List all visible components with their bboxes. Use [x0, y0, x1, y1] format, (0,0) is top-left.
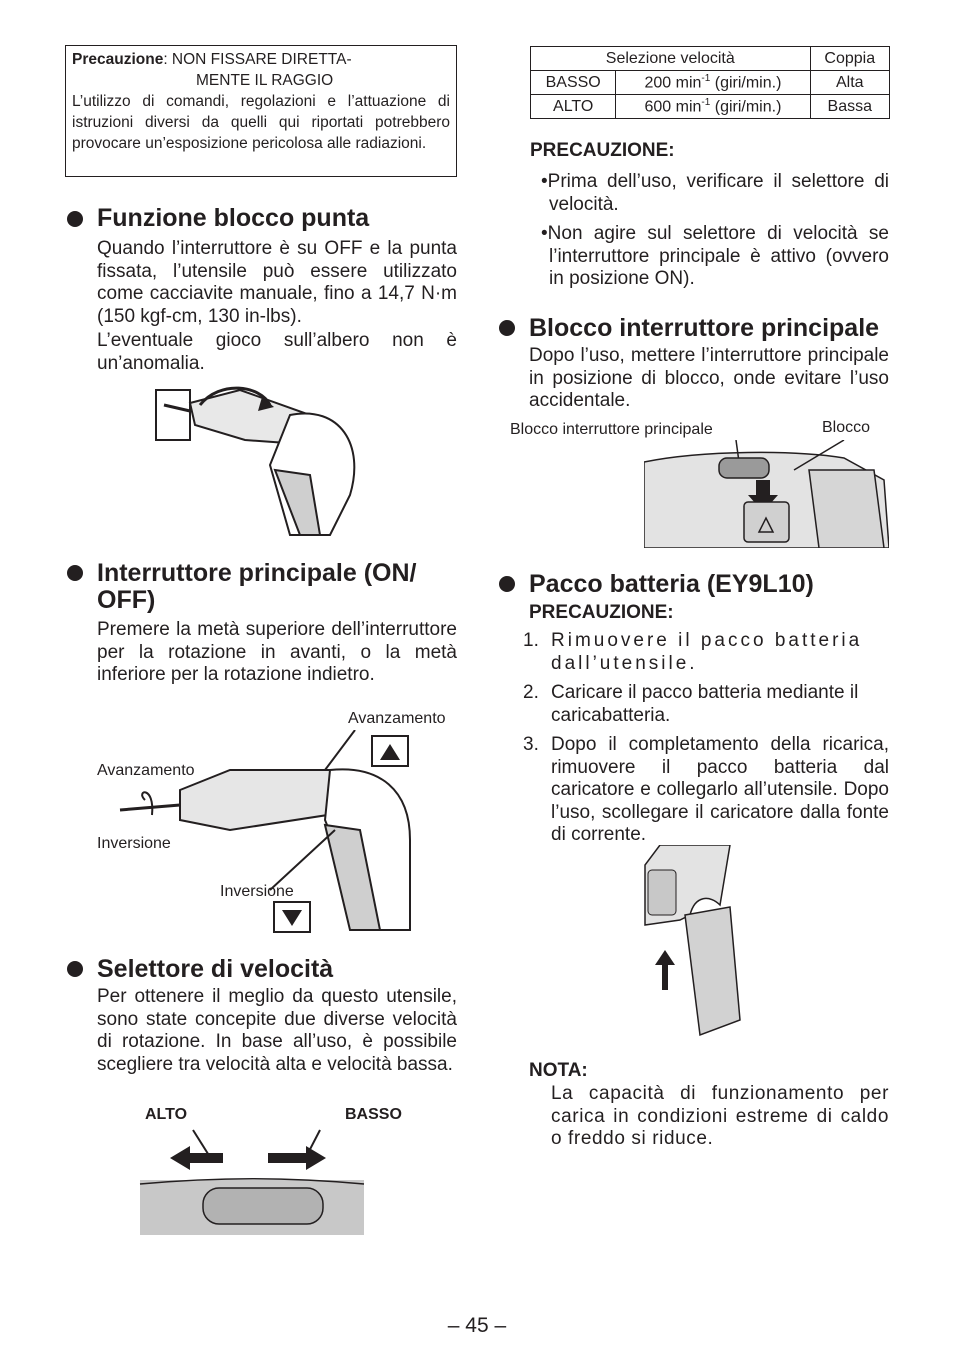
- heading-blocco-punta: Funzione blocco punta: [97, 204, 370, 232]
- heading-interruttore-1: Interruttore principale (ON/: [97, 559, 417, 587]
- forward-reverse-illustration: [110, 730, 430, 940]
- nota-heading: NOTA:: [529, 1060, 588, 1081]
- caution-label: Precauzione: [72, 51, 164, 68]
- heading-blocco-interruttore: Blocco interruttore principale: [529, 314, 880, 342]
- label-blocco: Blocco: [822, 419, 871, 436]
- blocco-punta-p2: L’eventuale gioco sull’albero non è un’anomalia.: [97, 330, 457, 374]
- table-header-selezione: Selezione velocità: [531, 47, 811, 71]
- section-bullet: [499, 320, 515, 336]
- heading-interruttore-2: OFF): [97, 586, 156, 614]
- list-item: 2. Caricare il pacco batteria mediante il caricabatteria.: [523, 682, 859, 726]
- table-header-coppia: Coppia: [810, 47, 889, 71]
- label-blocco-interruttore: Blocco interruttore principale: [510, 421, 713, 438]
- blocco-punta-p1: Quando l’interruttore è su OFF e la punta fissata, l’utensile può essere utilizzato come cacciavite manuale, fino a 14,7 N·m (150 kgf-cm, 130 in-lbs).: [97, 238, 457, 327]
- heading-batteria: Pacco batteria (EY9L10): [529, 570, 814, 598]
- caution-title-2: MENTE IL RAGGIO: [196, 72, 334, 89]
- precauzione-sel-heading: PRECAUZIONE:: [530, 140, 675, 161]
- section-bullet: [67, 565, 83, 581]
- manual-screwdriver-illustration: [150, 385, 370, 540]
- batteria-precauzione-heading: PRECAUZIONE:: [529, 602, 674, 623]
- label-inversione-left: Inversione: [97, 835, 171, 852]
- caution-title-1: NON FISSARE DIRETTA-: [167, 51, 352, 68]
- section-bullet: [499, 576, 515, 592]
- caution-box: Precauzione: NON FISSARE DIRETTA- MENTE IL RAGGIO L’utilizzo di comandi, regolazioni e l’attuazione di istruzioni diversi da quelli qui riportati potrebbero provocare un’esposizione pericolosa alle radiazioni.: [65, 45, 457, 177]
- caution-body: L’utilizzo di comandi, regolazioni e l’attuazione di istruzioni diversi da quelli qui riportati potrebbero provocare un’esposizione pericolosa alle radiazioni.: [72, 93, 450, 152]
- arrow-right-icon: [268, 1146, 326, 1170]
- list-item: 3. Dopo il completamento della ricarica, rimuovere il pacco batteria dal caricatore e collegarlo all’utensile. Dopo l’uso, scollegare il caricatore dalla fonte di corrente.: [523, 734, 889, 845]
- list-item: 1. Rimuovere il pacco batteria dall’utensile.: [523, 630, 863, 674]
- selettore-body: Per ottenere il meglio da questo utensile, sono state concepite due diverse velocità di rotazione. In base all’uso, è possibile scegliere tra velocità alta e velocità bassa.: [97, 986, 457, 1075]
- label-alto: ALTO: [145, 1106, 188, 1123]
- heading-selettore: Selettore di velocità: [97, 955, 334, 983]
- table-row: ALTO 600 $\min^{-1}$ (giri/min.) Bassa: [531, 95, 890, 119]
- switch-lock-illustration: [644, 440, 889, 548]
- precauzione-sel-item: •Prima dell’uso, verificare il selettore di velocità.: [541, 171, 889, 215]
- label-basso: BASSO: [345, 1106, 402, 1123]
- battery-pack-illustration: [640, 845, 760, 1045]
- label-inversione-bottom: Inversione: [220, 883, 294, 900]
- speed-table: [530, 46, 890, 119]
- arrow-up-icon: [655, 950, 675, 990]
- arrow-left-icon: [170, 1146, 223, 1170]
- page-number: – 45 –: [447, 1314, 507, 1337]
- table-row: BASSO 200 $\min^{-1}$ (giri/min.) Alta: [531, 71, 890, 95]
- label-avanzamento-right: Avanzamento: [348, 710, 446, 727]
- section-bullet: [67, 211, 83, 227]
- nota-body: La capacità di funzionamento per carica in condizioni estreme di caldo o freddo si riduce.: [551, 1083, 889, 1149]
- precauzione-sel-item: •Non agire sul selettore di velocità se l’interruttore principale è attivo (ovvero in posizione ON).: [541, 223, 889, 289]
- arrow-up-icon: [380, 744, 400, 760]
- blocco-interruttore-body: Dopo l’uso, mettere l’interruttore principale in posizione di blocco, onde evitare l’uso accidentale.: [529, 345, 889, 411]
- section-bullet: [67, 961, 83, 977]
- interruttore-body: Premere la metà superiore dell’interruttore per la rotazione in avanti, o la metà inferiore per la rotazione indietro.: [97, 619, 457, 685]
- arrow-down-icon: [282, 910, 302, 926]
- speed-selector-illustration: [138, 1122, 368, 1237]
- label-avanzamento-left: Avanzamento: [97, 762, 195, 779]
